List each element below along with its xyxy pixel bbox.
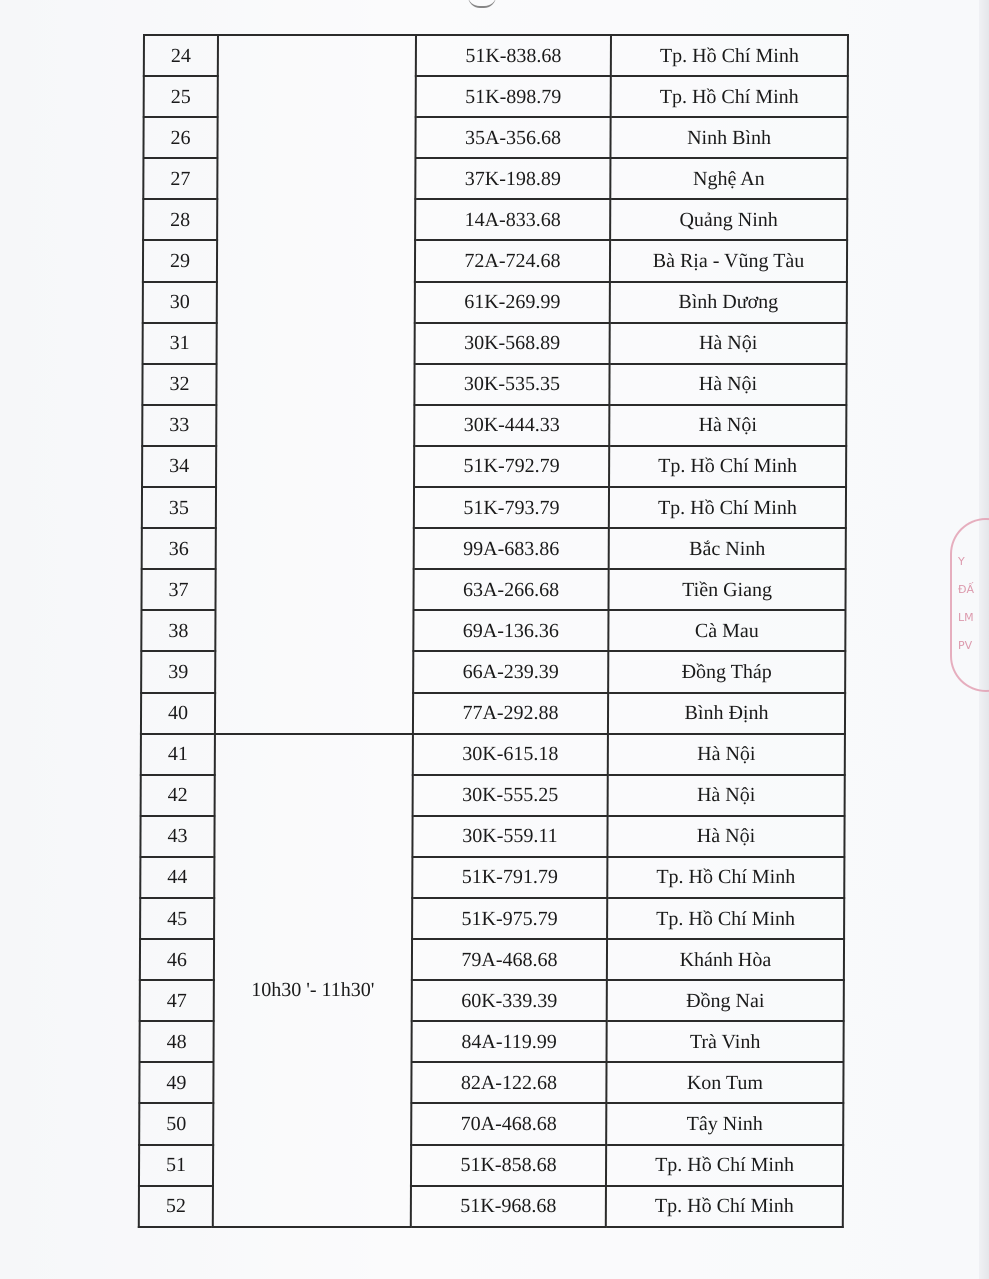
row-number: 48 [140,1021,214,1062]
province: Kon Tum [606,1062,843,1103]
province: Hà Nội [607,816,844,857]
plate-number: 14A-833.68 [415,199,610,240]
province: Bắc Ninh [609,528,846,569]
row-number: 46 [140,939,214,980]
row-number: 38 [141,610,215,651]
plate-number: 30K-559.11 [412,816,607,857]
row-number: 51 [139,1145,213,1186]
stamp-line: ĐẤ [958,583,975,596]
row-number: 42 [141,775,215,816]
plate-number: 30K-444.33 [414,405,609,446]
row-number: 39 [141,651,215,692]
row-number: 26 [143,117,217,158]
plate-number: 99A-683.86 [414,528,609,569]
row-number: 40 [141,693,215,734]
province: Đồng Nai [607,980,844,1021]
row-number: 36 [142,528,216,569]
stamp-line: Y [958,555,965,568]
province: Trà Vinh [607,1021,844,1062]
province: Hà Nội [608,775,845,816]
plate-number: 37K-198.89 [415,158,610,199]
row-number: 29 [143,240,217,281]
top-mark [468,0,496,8]
plate-number: 51K-793.79 [414,487,609,528]
plate-number: 51K-968.68 [411,1186,606,1227]
row-number: 52 [139,1186,213,1227]
plate-number: 51K-791.79 [412,857,607,898]
province: Tp. Hồ Chí Minh [611,76,848,117]
row-number: 28 [143,199,217,240]
plate-number: 79A-468.68 [412,939,607,980]
plate-number: 51K-975.79 [412,898,607,939]
stamp-line: LM [958,611,974,624]
plate-number: 51K-898.79 [416,76,611,117]
row-number: 37 [141,569,215,610]
plate-number: 30K-615.18 [413,734,608,775]
row-number: 43 [140,816,214,857]
time-slot-label: 10h30 '- 11h30' [251,978,375,1001]
plate-number: 70A-468.68 [411,1103,606,1144]
red-stamp [950,518,989,688]
row-number: 30 [143,282,217,323]
row-number: 41 [141,734,215,775]
row-number: 33 [142,405,216,446]
province: Tp. Hồ Chí Minh [609,446,846,487]
province: Tp. Hồ Chí Minh [606,1145,843,1186]
plate-number: 30K-568.89 [415,323,610,364]
row-number: 25 [144,76,218,117]
row-number: 50 [139,1103,213,1144]
province: Tiền Giang [608,569,845,610]
province: Khánh Hòa [607,939,844,980]
plate-number: 51K-858.68 [411,1145,606,1186]
plate-number: 51K-792.79 [414,446,609,487]
row-number: 32 [142,364,216,405]
plate-number: 30K-535.35 [414,364,609,405]
plate-number: 72A-724.68 [415,240,610,281]
time-slot-cell [213,734,413,1227]
row-number: 34 [142,446,216,487]
row-number: 49 [139,1062,213,1103]
plate-number: 77A-292.88 [413,693,608,734]
province: Bình Dương [610,282,847,323]
table-row [144,35,848,76]
plate-number: 61K-269.99 [415,282,610,323]
row-number: 35 [142,487,216,528]
row-number: 24 [144,35,218,76]
row-number: 45 [140,898,214,939]
row-number: 44 [140,857,214,898]
time-slot-cell [215,35,416,734]
plate-number: 51K-838.68 [416,35,611,76]
plate-number: 63A-266.68 [413,569,608,610]
province: Cà Mau [608,610,845,651]
plate-number: 69A-136.36 [413,610,608,651]
province: Tp. Hồ Chí Minh [611,35,848,76]
province: Nghệ An [610,158,847,199]
plate-number: 60K-339.39 [412,980,607,1021]
plate-number: 84A-119.99 [412,1021,607,1062]
province: Tây Ninh [606,1103,843,1144]
plate-number: 35A-356.68 [415,117,610,158]
province: Hà Nội [608,734,845,775]
province: Tp. Hồ Chí Minh [607,898,844,939]
plate-number: 30K-555.25 [413,775,608,816]
province: Hà Nội [610,323,847,364]
license-plate-table [138,34,849,1228]
province: Tp. Hồ Chí Minh [609,487,846,528]
province: Bà Rịa - Vũng Tàu [610,240,847,281]
province: Bình Định [608,693,845,734]
province: Hà Nội [609,364,846,405]
province: Ninh Bình [610,117,847,158]
row-number: 27 [143,158,217,199]
stamp-text [958,548,988,660]
plate-number: 66A-239.39 [413,651,608,692]
table-row [141,734,845,775]
province: Tp. Hồ Chí Minh [606,1186,843,1227]
stamp-line: PV [958,639,973,652]
province: Tp. Hồ Chí Minh [607,857,844,898]
plate-number: 82A-122.68 [411,1062,606,1103]
row-number: 31 [143,323,217,364]
province: Đồng Tháp [608,651,845,692]
province: Quảng Ninh [610,199,847,240]
province: Hà Nội [609,405,846,446]
row-number: 47 [140,980,214,1021]
